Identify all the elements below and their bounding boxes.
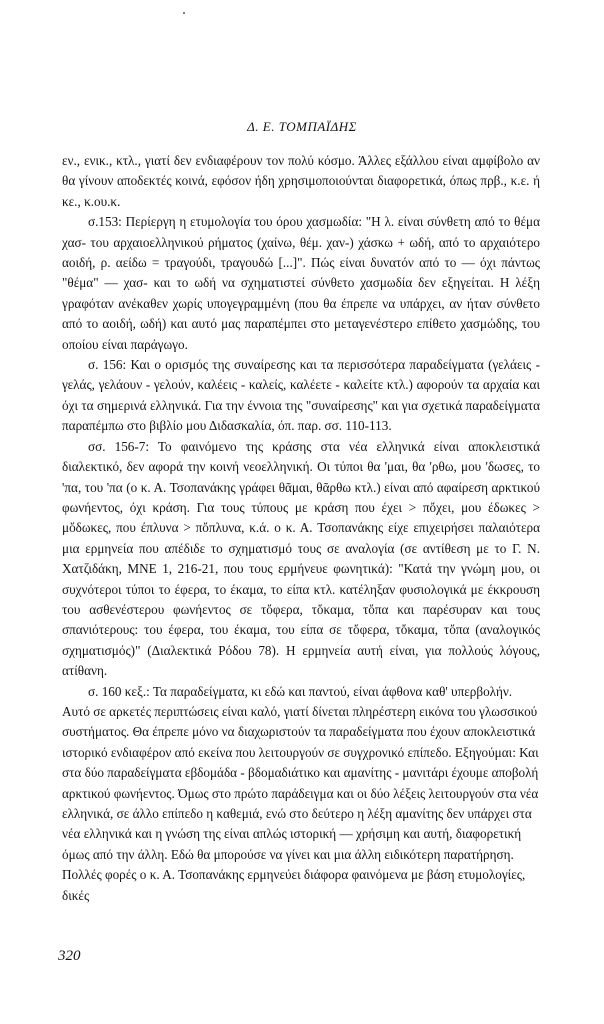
page-number: 320 <box>58 948 81 964</box>
paragraph-p156: σ. 156: Και ο ορισμός της συναίρεσης και τα περισσότερα παραδείγματα (γελάεις - γελάς, γελάουν - γελούν, καλέεις - καλείς, καλέετε - καλείτε κτλ.) αφορούν τα αρχαία και όχι τα σημερινά ελληνικά. Για την έννοια της "συναίρεσης" και για σχετικά παραδείγματα παραπέμπω στο βιβλίο μου Διδασκαλία, όπ. παρ. σσ. 110-113. <box>62 357 540 434</box>
scan-speck <box>183 12 185 14</box>
paragraph-pp156-7: σσ. 156-7: Το φαινόμενο της κράσης στα νέα ελληνικά είναι αποκλειστικά διαλεκτικό, δεν αφορά την κοινή νεοελληνική. Οι τύποι θα 'μαι, θα 'ρθω, μου 'δωσες, το 'πα, του 'πα (ο κ. Α. Τσοπανάκης γράφει θᾶμαι, θᾶρθω κτλ.) είναι από αφαίρεση αρκτικού φωνήεντος, όχι κράση. Για τους τύπους με κράση που έχει > πὄχει, μου έδωκες > μὄδωκες, που έπλυνα > πὄπλυνα, κ.ά. ο κ. Α. Τσοπανάκης είχε επιχειρήσει παλαιότερα μια ερμηνεία που απέδιδε το σχηματισμό τους σε αναλογία (σε αντίθεση με το Γ. Ν. Χατζιδάκη, ΜΝΕ 1, 216-21, που τους ερμήνευε φωνητικά): "Κατά την γνώμη μου, οι συχνότεροι τύποι το έφερα, το έκαμα, το είπα κτλ. κατέληξαν φυσιολογικά με έκκρουση του ασθενέστερου φωνήεντος σε τὄφερα, τὄκαμα, τὄπα και παρέσυραν και τους σπανιότερους: του έφερα, του έκαμα, του είπα σε τὄφερα, τὄκαμα, τὄπα (αναλογικός σχηματισμός)" (Διαλεκτικά Ρόδου 78). Η ερμηνεία αυτή είναι, για πολλούς λόγους, ατίθανη. <box>62 438 540 679</box>
paragraph-p160: σ. 160 κεξ.: Τα παραδείγματα, κι εδώ και παντού, είναι άφθονα καθ' υπερβολήν. Αυτό σε αρκετές περιπτώσεις είναι καλό, γιατί δίνεται πληρέστερη εικόνα του γλωσσικού συστήματος. Θα έπρεπε μόνο να διαχωριστούν τα παραδείγματα που έχουν αποκλειστικά ιστορικό ενδιαφέρον από εκείνα που λειτουργούν σε συγχρονικό επίπεδο. Εξηγούμαι: Και στα δύο παραδείγματα εβδομάδα - βδομαδιάτικο και αμανίτης - μανιτάρι έχουμε αποβολή αρκτικού φωνήεντος. Όμως στο πρώτο παράδειγμα και οι δύο λέξεις λειτουργούν στα νέα ελληνικά, σε άλλο επίπεδο η καθεμιά, ενώ στο δεύτερο η λέξη αμανίτης δεν υπάρχει στα νέα ελληνικά και η γνώση της είναι απλώς ιστορική — χρήσιμη και αυτή, διαφορετική όμως από την άλλη. Εδώ θα μπορούσε να γίνει και μια άλλη ειδικότερη παρατήρηση. Πολλές φορές ο κ. Α. Τσοπανάκης ερμηνεύει διάφορα φαινόμενα με βάση ετυμολογίες, δικές <box>62 683 539 903</box>
running-header: Δ. Ε. ΤΟΜΠΑΪΔΗΣ <box>247 119 357 134</box>
body-text <box>62 151 540 906</box>
paragraph-p153: σ.153: Περίεργη η ετυμολογία του όρου χασμωδία: "Η λ. είναι σύνθετη από το θέμα χασ- του αρχαιοελληνικού ρήματος (χαίνω, θέμ. χαν-) χάσκω + ωδή, από το αρχαιότερο αοιδή, ρ. αείδω = τραγούδι, τραγουδώ [...]". Πώς είναι δυνατόν από το — όχι πάντως "θέμα" — χασ- και το ωδή να σχηματιστεί σύνθετο χασμωδία δεν εξηγείται. Η λέξη γραφόταν ανέκαθεν χωρίς υπογεγραμμένη (που θα έπρεπε να υπάρχει, αν ήταν σύνθετο από το αοιδή, ωδή) και αυτό μας παραπέμπει στο μεταγενέστερο επίθετο χασμώδης, του οποίου είναι παράγωγο. <box>62 214 540 352</box>
paragraph-continuation: εν., ενικ., κτλ., γιατί δεν ενδιαφέρουν τον πολύ κόσμο. Άλλες εξάλλου είναι αμφίβολο αν θα γίνουν αποδεκτές κοινά, εφόσον ήδη χρησιμοποιούνται διαφορετικά, όπως πρβ., κ.ε. ή κε., κ.ου.κ. <box>62 153 540 209</box>
